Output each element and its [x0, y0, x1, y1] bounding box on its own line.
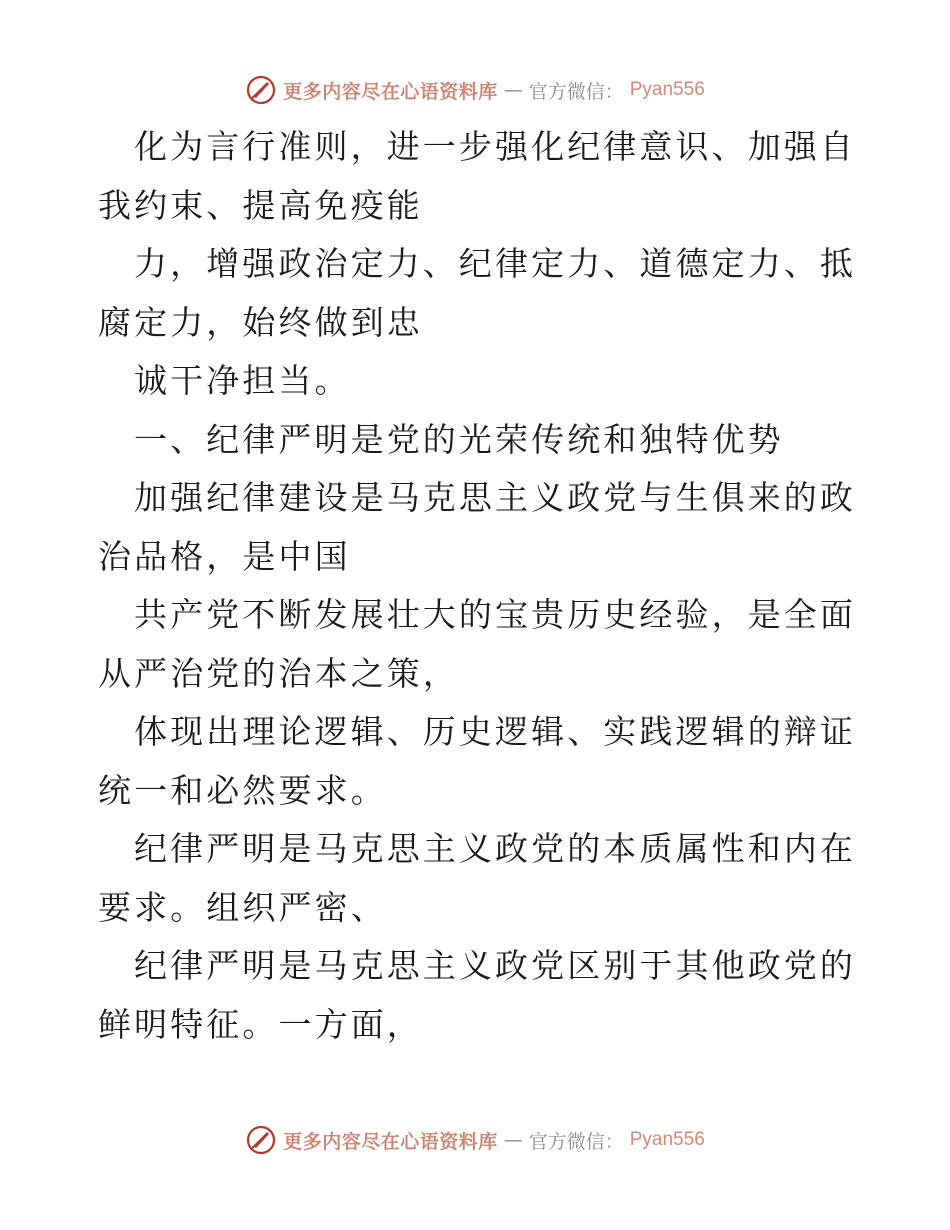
paragraph: 力，增强政治定力、纪律定力、道德定力、抵腐定力，始终做到忠 — [98, 244, 856, 342]
section-heading: 一、纪律严明是党的光荣传统和独特优势 — [134, 419, 784, 459]
document-body — [98, 118, 858, 1054]
quill-circle-icon — [245, 74, 277, 106]
header-watermark — [0, 70, 950, 110]
watermark-title: 更多内容尽在心语资料库 — [283, 80, 498, 103]
paragraph: 共产党不断发展壮大的宝贵历史经验，是全面从严治党的治本之策， — [98, 595, 856, 693]
watermark-dash: — — [503, 1129, 523, 1151]
watermark-wechat-id: Pyan556 — [629, 79, 705, 100]
watermark-contact-label: 官方微信： — [528, 1130, 624, 1153]
paragraph: 化为言行准则，进一步强化纪律意识、加强自我约束、提高免疫能 — [98, 127, 856, 225]
watermark-dash: — — [503, 79, 523, 101]
paragraph: 纪律严明是马克思主义政党区别于其他政党的鲜明特征。一方面， — [98, 946, 856, 1044]
paragraph: 加强纪律建设是马克思主义政党与生俱来的政治品格，是中国 — [98, 478, 856, 576]
watermark-wechat-id: Pyan556 — [629, 1129, 705, 1150]
quill-circle-icon — [245, 1124, 277, 1156]
paragraph: 诚干净担当。 — [134, 361, 351, 400]
footer-watermark — [0, 1120, 950, 1160]
watermark-title: 更多内容尽在心语资料库 — [283, 1130, 498, 1153]
paragraph: 纪律严明是马克思主义政党的本质属性和内在要求。组织严密、 — [98, 829, 856, 927]
watermark-contact-label: 官方微信： — [528, 80, 624, 103]
paragraph: 体现出理论逻辑、历史逻辑、实践逻辑的辩证统一和必然要求。 — [98, 712, 856, 810]
